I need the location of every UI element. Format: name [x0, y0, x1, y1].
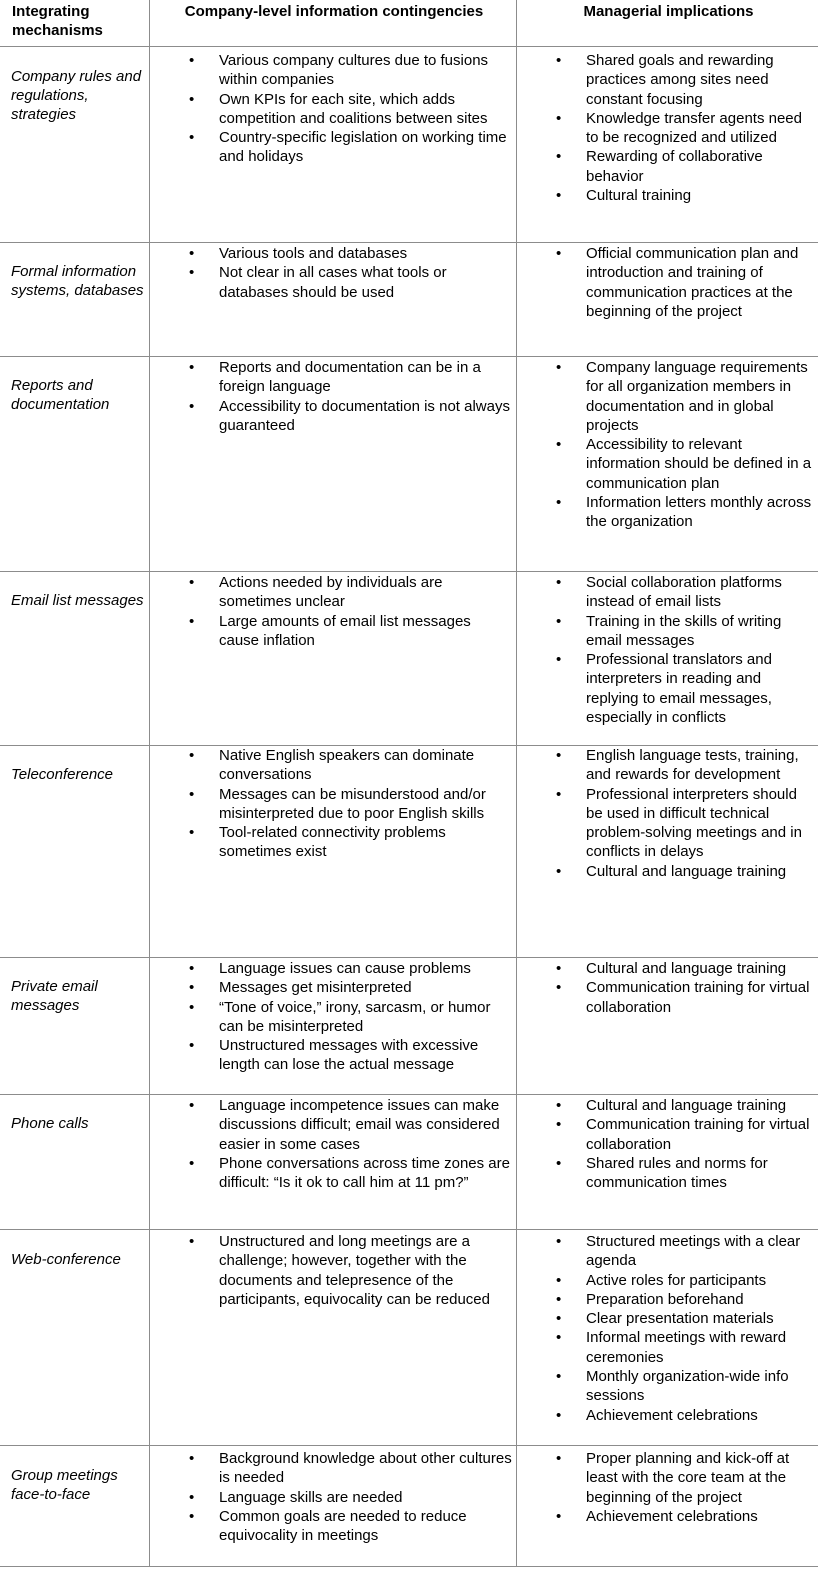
contingency-list — [152, 746, 512, 862]
contingency-list — [152, 1449, 512, 1545]
list-item: • Language issues can cause problems — [152, 959, 512, 978]
table-row — [0, 1095, 818, 1230]
implication-list — [519, 746, 815, 881]
list-item: • Background knowledge about other cultures is needed — [152, 1449, 512, 1488]
list-item: • Clear presentation materials — [519, 1309, 815, 1328]
list-item: • Not clear in all cases what tools or databases should be used — [152, 263, 512, 302]
header-contingencies: Company-level information contingencies — [184, 3, 484, 20]
implication-list — [519, 358, 815, 532]
list-item: • Cultural training — [519, 186, 815, 205]
list-item: • Messages can be misunderstood and/or misinterpreted due to poor English skills — [152, 785, 512, 824]
implication-list — [519, 959, 815, 1017]
list-item: • Training in the skills of writing email messages — [519, 612, 815, 651]
list-item: • Achievement celebrations — [519, 1507, 815, 1526]
list-item: • English language tests, training, and rewards for development — [519, 746, 815, 785]
list-item: • Own KPIs for each site, which adds competition and coalitions between sites — [152, 90, 512, 129]
mechanism-label: Phone calls — [11, 1115, 89, 1132]
contingency-list — [152, 51, 512, 167]
list-item: • Phone conversations across time zones are difficult: “Is it ok to call him at 11 pm?” — [152, 1154, 512, 1193]
mechanism-label: Web-conference — [11, 1251, 121, 1268]
list-item: • Language incompetence issues can make discussions difficult; email was considered easier in some cases — [152, 1096, 512, 1154]
list-item: • Actions needed by individuals are sometimes unclear — [152, 573, 512, 612]
list-item: • Various tools and databases — [152, 244, 512, 263]
implication-list — [519, 244, 815, 321]
list-item: • Reports and documentation can be in a foreign language — [152, 358, 512, 397]
list-item: • Achievement celebrations — [519, 1406, 815, 1425]
header-implications: Managerial implications — [583, 3, 754, 20]
mechanism-label: Reports and documentation — [11, 377, 110, 413]
list-item: • “Tone of voice,” irony, sarcasm, or humor can be misinterpreted — [152, 998, 512, 1037]
list-item: • Active roles for participants — [519, 1271, 815, 1290]
list-item: • Informal meetings with reward ceremonies — [519, 1328, 815, 1367]
list-item: • Official communication plan and introduction and training of communication practices at the beginning of the project — [519, 244, 815, 321]
list-item: • Unstructured and long meetings are a challenge; however, together with the documents and telepresence of the participants, equivocality can be reduced — [152, 1232, 512, 1309]
list-item: • Accessibility to documentation is not always guaranteed — [152, 397, 512, 436]
list-item: • Information letters monthly across the organization — [519, 493, 815, 532]
mechanism-label: Company rules and regulations, strategies — [11, 68, 142, 123]
list-item: • Cultural and language training — [519, 1096, 815, 1115]
list-item: • Social collaboration platforms instead of email lists — [519, 573, 815, 612]
list-item: • Unstructured messages with excessive length can lose the actual message — [152, 1036, 512, 1075]
mechanism-label: Teleconference — [11, 766, 114, 783]
list-item: • Communication training for virtual collaboration — [519, 978, 815, 1017]
list-item: • Cultural and language training — [519, 862, 815, 881]
contingency-list — [152, 573, 512, 650]
table-row — [0, 572, 818, 746]
table-row — [0, 1230, 818, 1446]
list-item: • Country-specific legislation on working time and holidays — [152, 128, 512, 167]
implication-list — [519, 1449, 815, 1526]
list-item: • Shared goals and rewarding practices among sites need constant focusing — [519, 51, 815, 109]
list-item: • Messages get misinterpreted — [152, 978, 512, 997]
table-header — [0, 0, 818, 47]
list-item: • Native English speakers can dominate conversations — [152, 746, 512, 785]
implication-list — [519, 1096, 815, 1192]
table-row — [0, 47, 818, 243]
header-integrating-mechanisms: Integrating mechanisms — [12, 3, 103, 39]
list-item: • Tool-related connectivity problems sometimes exist — [152, 823, 512, 862]
table-row — [0, 243, 818, 357]
list-item: • Professional interpreters should be used in difficult technical problem-solving meetings and in conflicts in delays — [519, 785, 815, 862]
list-item: • Proper planning and kick-off at least with the core team at the beginning of the project — [519, 1449, 815, 1507]
table-row — [0, 958, 818, 1095]
table-row — [0, 746, 818, 958]
list-item: • Knowledge transfer agents need to be recognized and utilized — [519, 109, 815, 148]
contingency-list — [152, 358, 512, 435]
list-item: • Cultural and language training — [519, 959, 815, 978]
list-item: • Rewarding of collaborative behavior — [519, 147, 815, 186]
implication-list — [519, 573, 815, 727]
list-item: • Communication training for virtual collaboration — [519, 1115, 815, 1154]
list-item: • Language skills are needed — [152, 1488, 512, 1507]
list-item: • Monthly organization-wide info sessions — [519, 1367, 815, 1406]
mechanism-label: Private email messages — [11, 978, 98, 1014]
table-row — [0, 1446, 818, 1567]
list-item: • Various company cultures due to fusions within companies — [152, 51, 512, 90]
list-item: • Common goals are needed to reduce equivocality in meetings — [152, 1507, 512, 1546]
list-item: • Shared rules and norms for communication times — [519, 1154, 815, 1193]
list-item: • Company language requirements for all organization members in documentation and in global projects — [519, 358, 815, 435]
mechanism-label: Group meetings face-to-face — [11, 1467, 118, 1503]
table-row — [0, 357, 818, 572]
implication-list — [519, 1232, 815, 1425]
implication-list — [519, 51, 815, 205]
contingency-list — [152, 1232, 512, 1309]
list-item: • Professional translators and interpreters in reading and replying to email messages, especially in conflicts — [519, 650, 815, 727]
mechanism-label: Formal information systems, databases — [11, 263, 144, 299]
list-item: • Accessibility to relevant information should be defined in a communication plan — [519, 435, 815, 493]
mechanism-label: Email list messages — [11, 592, 144, 609]
contingency-list — [152, 244, 512, 302]
list-item: • Structured meetings with a clear agenda — [519, 1232, 815, 1271]
contingency-list — [152, 959, 512, 1075]
list-item: • Preparation beforehand — [519, 1290, 815, 1309]
list-item: • Large amounts of email list messages cause inflation — [152, 612, 512, 651]
contingency-list — [152, 1096, 512, 1192]
